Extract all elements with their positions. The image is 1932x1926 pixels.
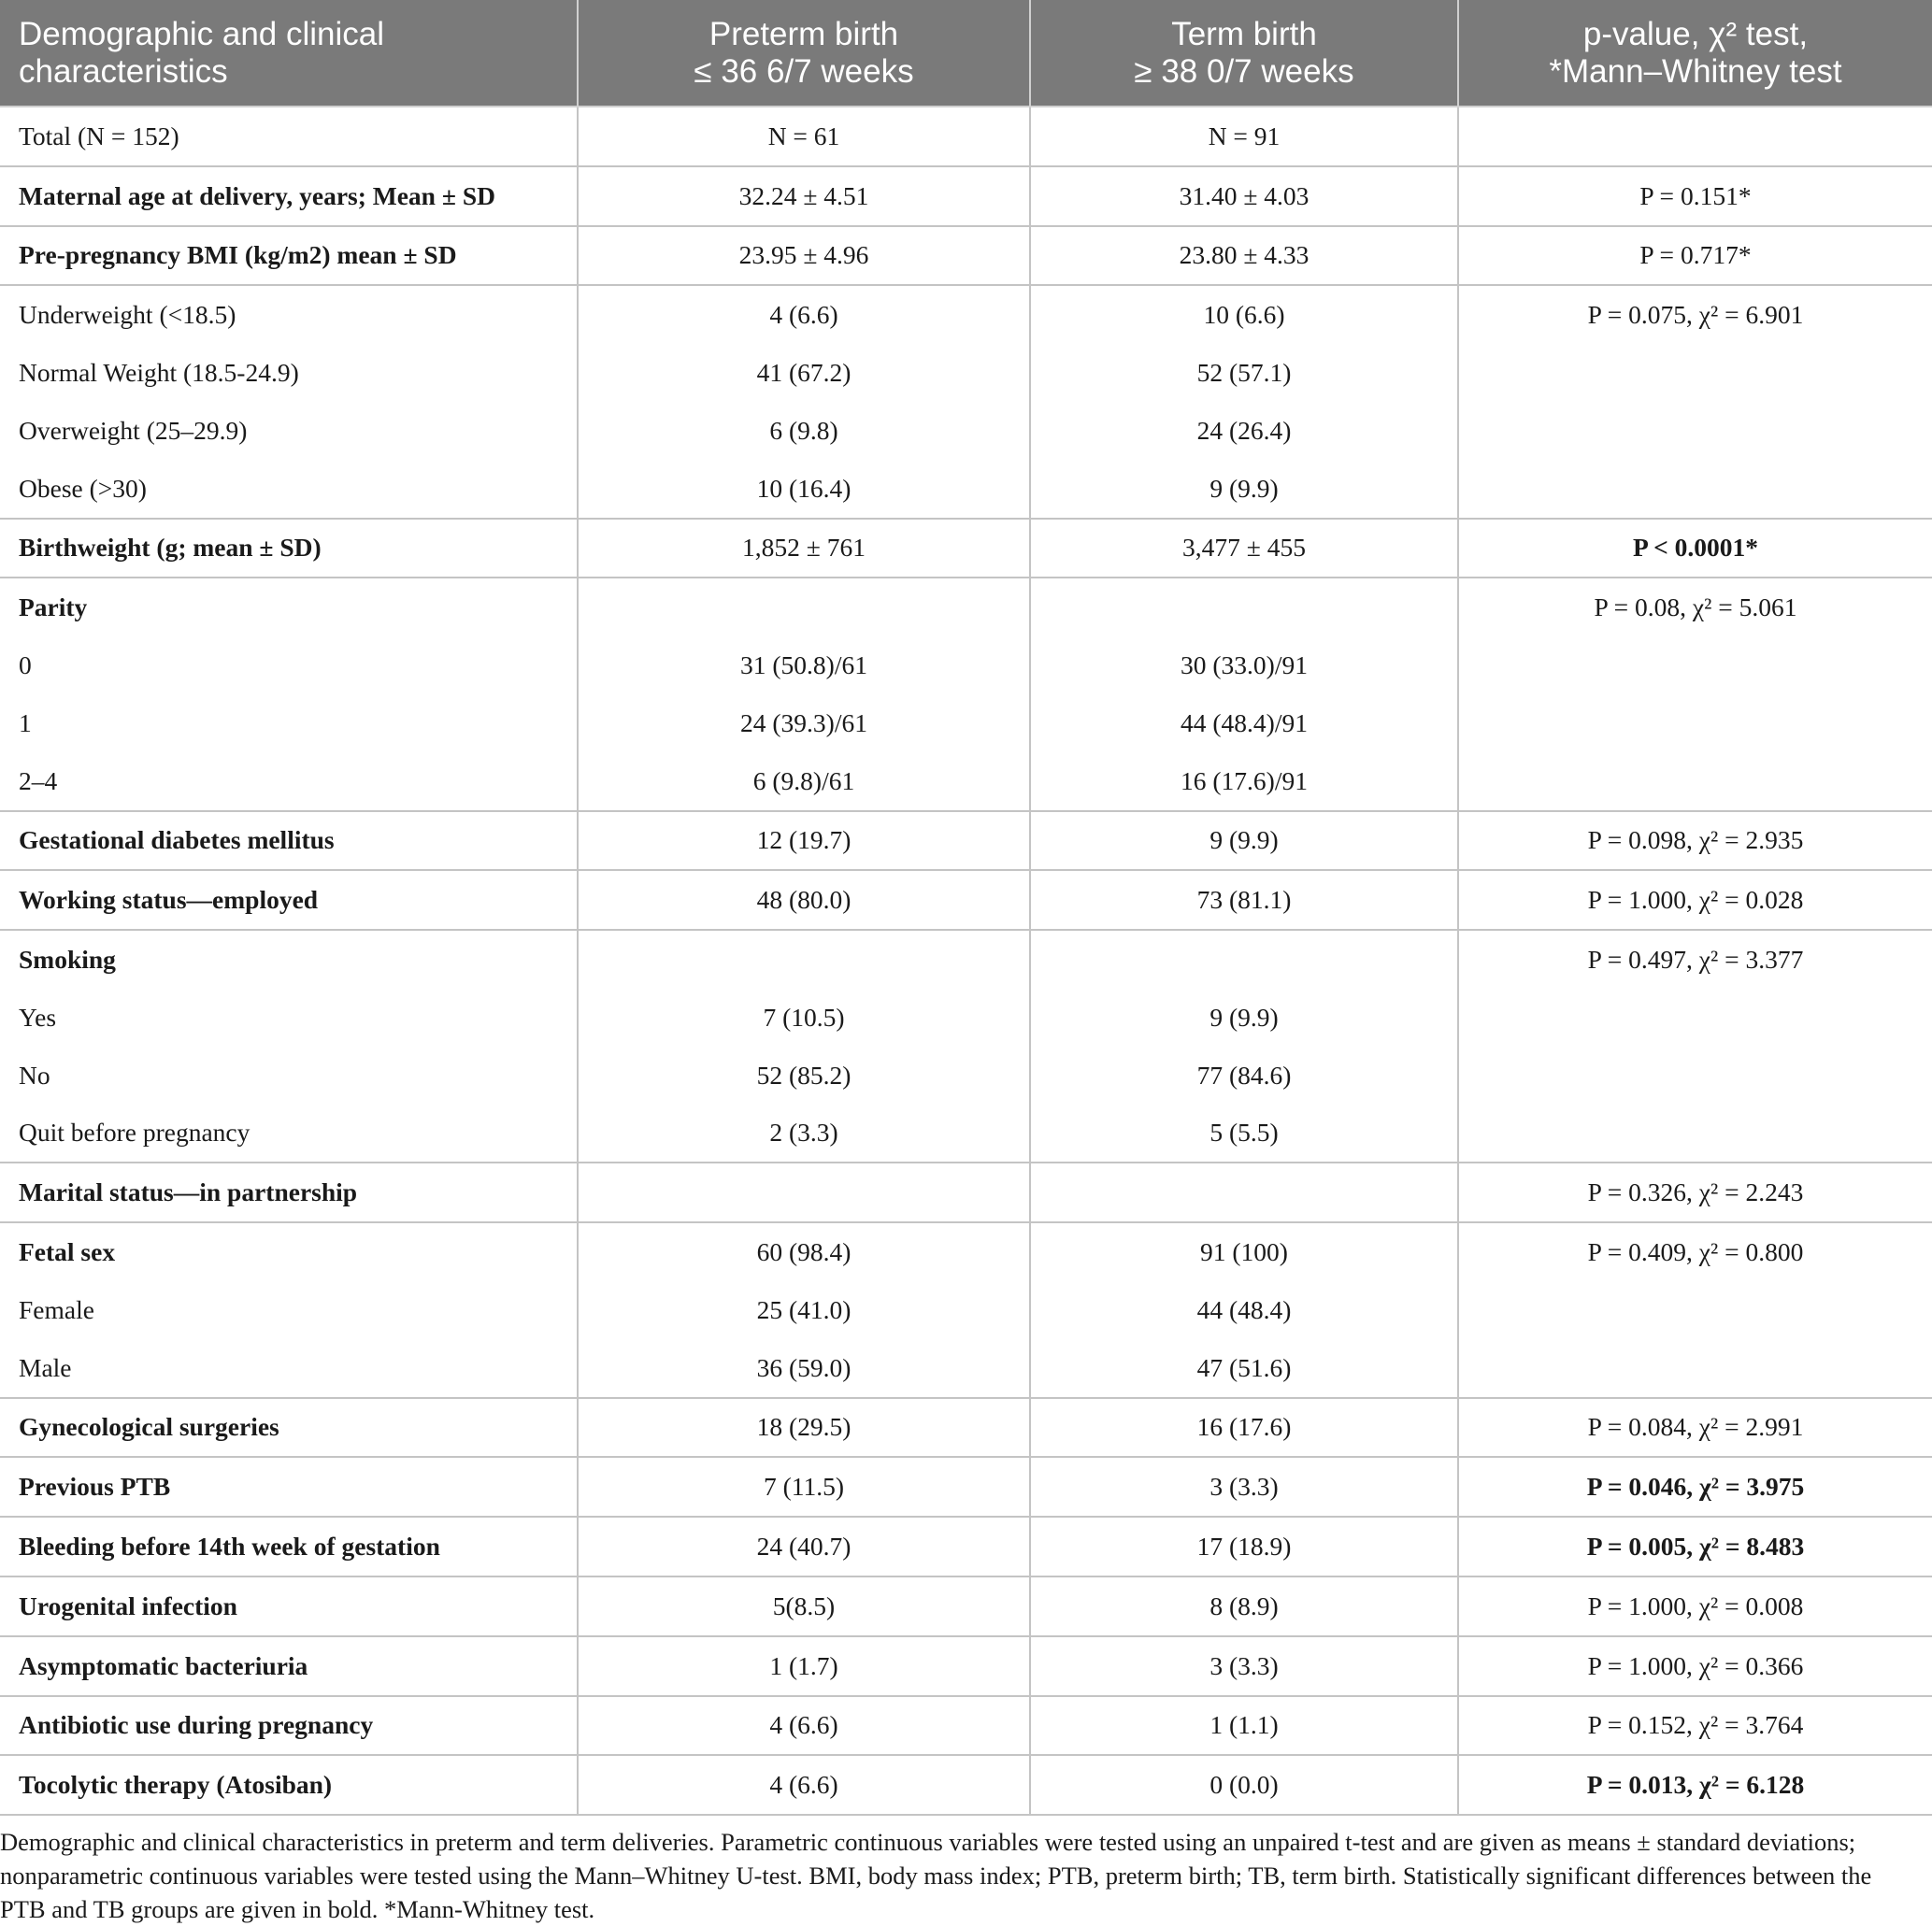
table-row bbox=[0, 226, 1932, 286]
pvalue-cell: P = 0.152, χ² = 3.764 bbox=[1458, 1696, 1932, 1756]
pvalue-cell: P = 0.098, χ² = 2.935 bbox=[1458, 811, 1932, 871]
preterm-value-cell: 2 (3.3) bbox=[578, 1105, 1030, 1163]
preterm-value-cell: 4 (6.6) bbox=[578, 1755, 1030, 1815]
header-characteristics bbox=[0, 0, 578, 107]
pvalue-cell bbox=[1458, 107, 1932, 166]
term-value-cell: 52 (57.1) bbox=[1030, 344, 1458, 402]
table-row bbox=[0, 1047, 1932, 1105]
preterm-value-cell: 10 (16.4) bbox=[578, 460, 1030, 519]
term-value-cell: 0 (0.0) bbox=[1030, 1755, 1458, 1815]
pvalue-cell bbox=[1458, 1047, 1932, 1105]
header-row bbox=[0, 0, 1932, 107]
pvalue-cell: P = 0.151* bbox=[1458, 166, 1932, 226]
pvalue-cell: P = 0.013, χ² = 6.128 bbox=[1458, 1755, 1932, 1815]
table-row bbox=[0, 811, 1932, 871]
term-value-cell: 9 (9.9) bbox=[1030, 811, 1458, 871]
table-row bbox=[0, 1105, 1932, 1163]
header-line: characteristics bbox=[19, 52, 228, 90]
row-label-cell: Female bbox=[0, 1281, 578, 1339]
preterm-value-cell bbox=[578, 1163, 1030, 1222]
row-label-cell: Tocolytic therapy (Atosiban) bbox=[0, 1755, 578, 1815]
row-label-cell: Fetal sex bbox=[0, 1222, 578, 1281]
preterm-value-cell: 24 (40.7) bbox=[578, 1517, 1030, 1576]
pvalue-cell: P = 0.717* bbox=[1458, 226, 1932, 286]
pvalue-cell: P = 1.000, χ² = 0.366 bbox=[1458, 1636, 1932, 1696]
header-preterm bbox=[578, 0, 1030, 107]
row-label-cell: Pre-pregnancy BMI (kg/m2) mean ± SD bbox=[0, 226, 578, 286]
header-pvalue bbox=[1458, 0, 1932, 107]
pvalue-cell: P = 0.084, χ² = 2.991 bbox=[1458, 1398, 1932, 1458]
table-row bbox=[0, 636, 1932, 694]
preterm-value-cell: 6 (9.8) bbox=[578, 402, 1030, 460]
term-value-cell: 44 (48.4) bbox=[1030, 1281, 1458, 1339]
term-value-cell: 31.40 ± 4.03 bbox=[1030, 166, 1458, 226]
row-label-cell: Quit before pregnancy bbox=[0, 1105, 578, 1163]
term-value-cell: 8 (8.9) bbox=[1030, 1576, 1458, 1636]
table-row bbox=[0, 1163, 1932, 1222]
table-row bbox=[0, 519, 1932, 578]
term-value-cell: 9 (9.9) bbox=[1030, 460, 1458, 519]
table-row bbox=[0, 1696, 1932, 1756]
pvalue-cell: P = 0.005, χ² = 8.483 bbox=[1458, 1517, 1932, 1576]
table-row bbox=[0, 1636, 1932, 1696]
preterm-value-cell: N = 61 bbox=[578, 107, 1030, 166]
table-row bbox=[0, 1517, 1932, 1576]
pvalue-cell: P = 0.497, χ² = 3.377 bbox=[1458, 930, 1932, 989]
header-line: Term birth bbox=[1171, 15, 1317, 52]
row-label-cell: Normal Weight (18.5-24.9) bbox=[0, 344, 578, 402]
row-label-cell: Bleeding before 14th week of gestation bbox=[0, 1517, 578, 1576]
table-row bbox=[0, 460, 1932, 519]
preterm-value-cell: 1 (1.7) bbox=[578, 1636, 1030, 1696]
term-value-cell bbox=[1030, 578, 1458, 636]
preterm-value-cell: 23.95 ± 4.96 bbox=[578, 226, 1030, 286]
table-row bbox=[0, 1339, 1932, 1398]
pvalue-cell bbox=[1458, 752, 1932, 811]
term-value-cell: 47 (51.6) bbox=[1030, 1339, 1458, 1398]
header-line: Demographic and clinical bbox=[19, 15, 385, 52]
term-value-cell: 23.80 ± 4.33 bbox=[1030, 226, 1458, 286]
term-value-cell: 91 (100) bbox=[1030, 1222, 1458, 1281]
preterm-value-cell: 32.24 ± 4.51 bbox=[578, 166, 1030, 226]
preterm-value-cell: 4 (6.6) bbox=[578, 1696, 1030, 1756]
term-value-cell: 9 (9.9) bbox=[1030, 989, 1458, 1047]
row-label-cell: Yes bbox=[0, 989, 578, 1047]
row-label-cell: Marital status—in partnership bbox=[0, 1163, 578, 1222]
preterm-value-cell: 41 (67.2) bbox=[578, 344, 1030, 402]
preterm-value-cell: 18 (29.5) bbox=[578, 1398, 1030, 1458]
table-row bbox=[0, 107, 1932, 166]
row-label-cell: Overweight (25–29.9) bbox=[0, 402, 578, 460]
preterm-value-cell: 12 (19.7) bbox=[578, 811, 1030, 871]
preterm-value-cell: 25 (41.0) bbox=[578, 1281, 1030, 1339]
table-row bbox=[0, 285, 1932, 344]
preterm-value-cell: 36 (59.0) bbox=[578, 1339, 1030, 1398]
preterm-value-cell: 24 (39.3)/61 bbox=[578, 694, 1030, 752]
pvalue-cell: P = 1.000, χ² = 0.028 bbox=[1458, 870, 1932, 930]
table-row bbox=[0, 578, 1932, 636]
term-value-cell: 3,477 ± 455 bbox=[1030, 519, 1458, 578]
table-row bbox=[0, 166, 1932, 226]
row-label-cell: Underweight (<18.5) bbox=[0, 285, 578, 344]
row-label-cell: Parity bbox=[0, 578, 578, 636]
term-value-cell: 1 (1.1) bbox=[1030, 1696, 1458, 1756]
preterm-value-cell bbox=[578, 930, 1030, 989]
row-label-cell: Male bbox=[0, 1339, 578, 1398]
row-label-cell: Previous PTB bbox=[0, 1457, 578, 1517]
preterm-value-cell: 6 (9.8)/61 bbox=[578, 752, 1030, 811]
row-label-cell: Total (N = 152) bbox=[0, 107, 578, 166]
table-row bbox=[0, 930, 1932, 989]
row-label-cell: Maternal age at delivery, years; Mean ± SD bbox=[0, 166, 578, 226]
term-value-cell: N = 91 bbox=[1030, 107, 1458, 166]
row-label-cell: 1 bbox=[0, 694, 578, 752]
table-header bbox=[0, 0, 1932, 107]
table-footnote: Demographic and clinical characteristics in preterm and term deliveries. Parametric continuous variables were tested using an unpaired t-test and are given as means ± standard deviations; nonparametric continuous variables were tested using the Mann–Whitney U-test. BMI, body mass index; PTB, preterm birth; TB, term birth. Statistically significant differences between the PTB and TB groups are given in bold. *Mann-Whitney test. bbox=[0, 1828, 1872, 1924]
header-line: Preterm birth bbox=[708, 15, 899, 52]
pvalue-cell: P = 0.075, χ² = 6.901 bbox=[1458, 285, 1932, 344]
pvalue-cell bbox=[1458, 1105, 1932, 1163]
term-value-cell: 16 (17.6) bbox=[1030, 1398, 1458, 1458]
preterm-value-cell: 52 (85.2) bbox=[578, 1047, 1030, 1105]
row-label-cell: Birthweight (g; mean ± SD) bbox=[0, 519, 578, 578]
preterm-value-cell: 31 (50.8)/61 bbox=[578, 636, 1030, 694]
pvalue-cell bbox=[1458, 1281, 1932, 1339]
header-line: *Mann–Whitney test bbox=[1549, 52, 1842, 90]
row-label-cell: Obese (>30) bbox=[0, 460, 578, 519]
term-value-cell: 3 (3.3) bbox=[1030, 1457, 1458, 1517]
table-row bbox=[0, 1457, 1932, 1517]
row-label-cell: Antibiotic use during pregnancy bbox=[0, 1696, 578, 1756]
table-row bbox=[0, 694, 1932, 752]
term-value-cell: 44 (48.4)/91 bbox=[1030, 694, 1458, 752]
table-row bbox=[0, 344, 1932, 402]
preterm-value-cell: 7 (11.5) bbox=[578, 1457, 1030, 1517]
table-row bbox=[0, 1398, 1932, 1458]
preterm-value-cell: 5(8.5) bbox=[578, 1576, 1030, 1636]
table-row bbox=[0, 1755, 1932, 1815]
pvalue-cell: P = 0.326, χ² = 2.243 bbox=[1458, 1163, 1932, 1222]
pvalue-cell bbox=[1458, 636, 1932, 694]
row-label-cell: Asymptomatic bacteriuria bbox=[0, 1636, 578, 1696]
row-label-cell: Gestational diabetes mellitus bbox=[0, 811, 578, 871]
table-row bbox=[0, 1281, 1932, 1339]
preterm-value-cell: 4 (6.6) bbox=[578, 285, 1030, 344]
table-row bbox=[0, 1222, 1932, 1281]
term-value-cell: 17 (18.9) bbox=[1030, 1517, 1458, 1576]
term-value-cell: 24 (26.4) bbox=[1030, 402, 1458, 460]
row-label-cell: Urogenital infection bbox=[0, 1576, 578, 1636]
pvalue-cell: P = 0.08, χ² = 5.061 bbox=[1458, 578, 1932, 636]
preterm-value-cell bbox=[578, 578, 1030, 636]
row-label-cell: Smoking bbox=[0, 930, 578, 989]
term-value-cell bbox=[1030, 930, 1458, 989]
term-value-cell bbox=[1030, 1163, 1458, 1222]
term-value-cell: 77 (84.6) bbox=[1030, 1047, 1458, 1105]
table-row bbox=[0, 752, 1932, 811]
pvalue-cell bbox=[1458, 344, 1932, 402]
row-label-cell: 2–4 bbox=[0, 752, 578, 811]
preterm-value-cell: 48 (80.0) bbox=[578, 870, 1030, 930]
table-row bbox=[0, 402, 1932, 460]
term-value-cell: 3 (3.3) bbox=[1030, 1636, 1458, 1696]
pvalue-cell bbox=[1458, 402, 1932, 460]
pvalue-cell: P = 1.000, χ² = 0.008 bbox=[1458, 1576, 1932, 1636]
term-value-cell: 30 (33.0)/91 bbox=[1030, 636, 1458, 694]
table-row bbox=[0, 870, 1932, 930]
preterm-value-cell: 7 (10.5) bbox=[578, 989, 1030, 1047]
row-label-cell: Working status—employed bbox=[0, 870, 578, 930]
table-row bbox=[0, 989, 1932, 1047]
term-value-cell: 16 (17.6)/91 bbox=[1030, 752, 1458, 811]
table-body bbox=[0, 107, 1932, 1815]
table-row bbox=[0, 1576, 1932, 1636]
row-label-cell: 0 bbox=[0, 636, 578, 694]
term-value-cell: 73 (81.1) bbox=[1030, 870, 1458, 930]
row-label-cell: No bbox=[0, 1047, 578, 1105]
header-line: ≥ 38 0/7 weeks bbox=[1134, 52, 1354, 90]
header-line: ≤ 36 6/7 weeks bbox=[694, 52, 914, 90]
row-label-cell: Gynecological surgeries bbox=[0, 1398, 578, 1458]
term-value-cell: 10 (6.6) bbox=[1030, 285, 1458, 344]
header-line: p-value, χ² test, bbox=[1582, 15, 1809, 52]
header-term bbox=[1030, 0, 1458, 107]
preterm-value-cell: 60 (98.4) bbox=[578, 1222, 1030, 1281]
pvalue-cell bbox=[1458, 1339, 1932, 1398]
pvalue-cell: P = 0.409, χ² = 0.800 bbox=[1458, 1222, 1932, 1281]
term-value-cell: 5 (5.5) bbox=[1030, 1105, 1458, 1163]
preterm-value-cell: 1,852 ± 761 bbox=[578, 519, 1030, 578]
pvalue-cell bbox=[1458, 694, 1932, 752]
pvalue-cell bbox=[1458, 989, 1932, 1047]
pvalue-cell bbox=[1458, 460, 1932, 519]
pvalue-cell: P < 0.0001* bbox=[1458, 519, 1932, 578]
pvalue-cell: P = 0.046, χ² = 3.975 bbox=[1458, 1457, 1932, 1517]
